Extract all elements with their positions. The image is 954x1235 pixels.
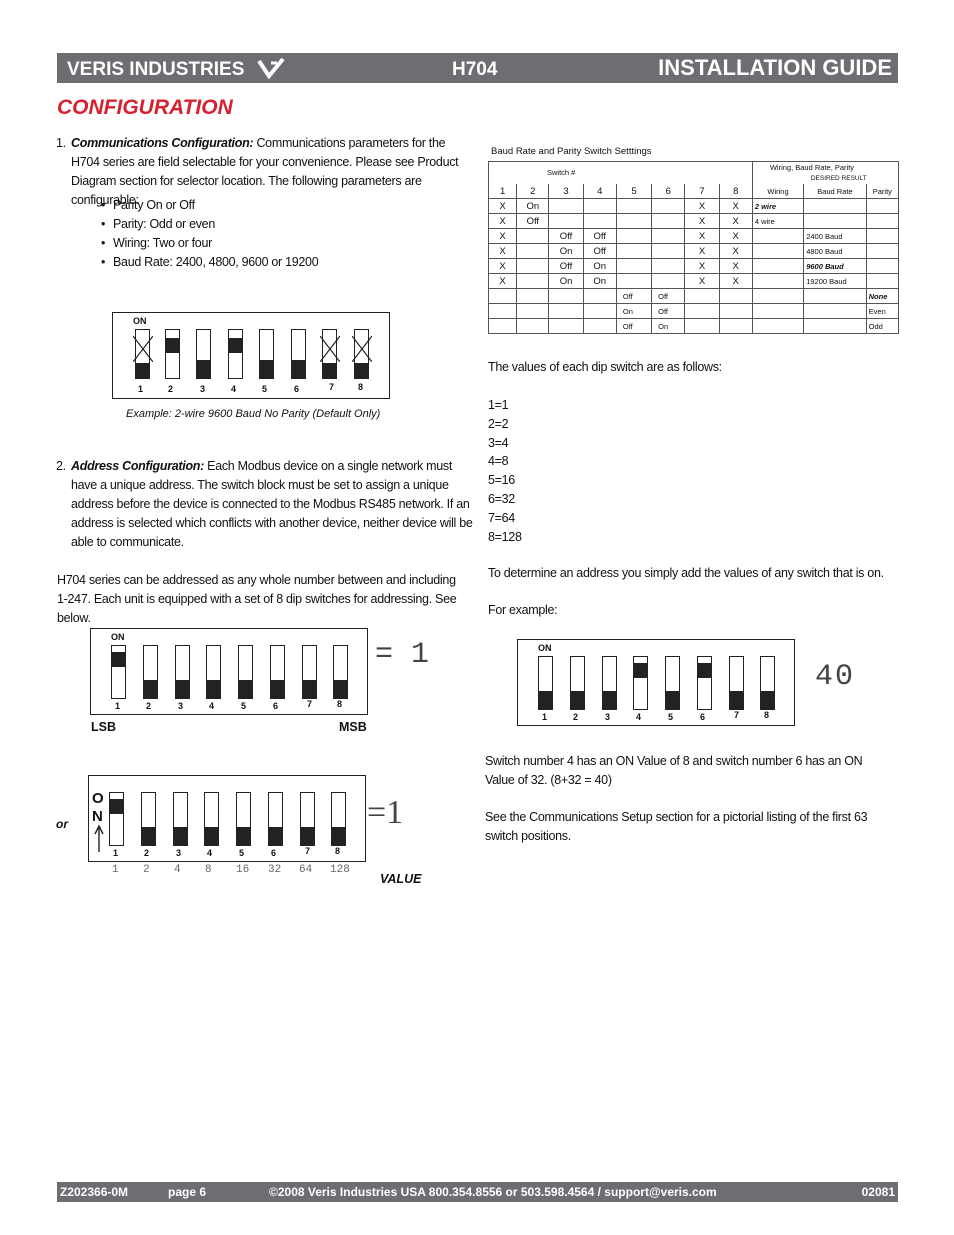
switch-number: 1 — [113, 848, 119, 858]
item2-title: Address Configuration: — [71, 459, 204, 473]
switch-number: 3 — [200, 384, 206, 394]
switch-number: 2 — [168, 384, 174, 394]
dip-switch-4 — [204, 792, 219, 846]
dip-switch-2 — [570, 656, 585, 710]
dip-switch-5 — [665, 656, 680, 710]
table-cell: 4 wire — [752, 214, 803, 229]
list-item: 1=1 — [488, 398, 509, 412]
table-cell — [752, 289, 803, 304]
dip-switch-7 — [322, 329, 337, 379]
table-cell: Off — [583, 229, 616, 244]
baud-parity-table — [488, 161, 899, 334]
table-cell — [517, 229, 549, 244]
item1-number: 1. — [56, 136, 66, 150]
table-cell — [866, 199, 898, 214]
doc-number: Z202366-0M — [60, 1185, 129, 1199]
table-cell: X — [719, 199, 752, 214]
address-paragraph: H704 series can be addressed as any whole number between and including 1-247. Each unit is equipped with a set of 8 dip switches for addressing. See below. — [57, 573, 457, 625]
cross-icon — [320, 336, 340, 362]
table-cell: Even — [866, 304, 898, 319]
table-cell — [549, 214, 583, 229]
switch-number: 2 — [146, 701, 152, 711]
on-label: ON — [133, 316, 147, 326]
table-header: Parity — [866, 184, 898, 199]
table-cell — [517, 244, 549, 259]
table-cell: None — [866, 289, 898, 304]
table-cell — [685, 289, 719, 304]
dip-switch-8 — [333, 645, 348, 699]
table-cell — [685, 304, 719, 319]
switch-number: 1 — [138, 384, 144, 394]
switch-number: 3 — [178, 701, 184, 711]
msb-label: MSB — [339, 720, 367, 734]
switch-number: 4 — [209, 701, 215, 711]
table-row — [489, 289, 899, 304]
table-cell — [583, 319, 616, 334]
switch-number: 8 — [358, 382, 364, 392]
table-cell — [517, 259, 549, 274]
example-result: 40 — [815, 660, 856, 694]
table-header-row — [489, 162, 899, 185]
dip-switch-6 — [291, 329, 306, 379]
equals-one: = 1 — [375, 638, 430, 672]
dip-switch-7 — [302, 645, 317, 699]
table-cell: On — [652, 319, 685, 334]
list-item: 2=2 — [488, 416, 509, 431]
switch-number: 8 — [764, 710, 770, 720]
switch-number: 2 — [573, 712, 579, 722]
table-header: 8 — [719, 184, 752, 199]
switch-number: 4 — [207, 848, 213, 858]
table-cell: X — [719, 259, 752, 274]
table-row — [489, 214, 899, 229]
header-bar — [57, 53, 898, 83]
on-label: ON — [538, 643, 552, 653]
dip-switch-5 — [259, 329, 274, 379]
table-cell: 2 wire — [752, 199, 803, 214]
dip-switch-4 — [206, 645, 221, 699]
table-cell: X — [489, 274, 517, 289]
table-cell — [652, 229, 685, 244]
baud-table-wrap — [488, 161, 899, 334]
switch-number: 2 — [144, 848, 150, 858]
table-header: 2 — [517, 184, 549, 199]
list-item: • Wiring: Two or four — [101, 234, 318, 253]
dip-switch-3 — [175, 645, 190, 699]
table-cell — [866, 214, 898, 229]
table-cell: On — [616, 304, 651, 319]
table-cell — [616, 199, 651, 214]
value-label: VALUE — [380, 872, 422, 886]
table-row — [489, 319, 899, 334]
table-cell: Off — [517, 214, 549, 229]
table-cell — [652, 274, 685, 289]
switch-number: 5 — [239, 848, 245, 858]
table-cell: X — [489, 199, 517, 214]
table-cell: X — [489, 229, 517, 244]
table-cell: 4800 Baud — [804, 244, 866, 259]
table-cell: Off — [652, 304, 685, 319]
table-cell: 9600 Baud — [804, 259, 866, 274]
on-vertical-n: N — [92, 808, 103, 825]
table-cell — [549, 199, 583, 214]
table-cell: Off — [549, 259, 583, 274]
table-header: 4 — [583, 184, 616, 199]
switch-value: 16 — [236, 864, 250, 876]
table-cell — [489, 304, 517, 319]
table-cell: On — [583, 274, 616, 289]
table-subheader-row — [489, 184, 899, 199]
table-row — [489, 259, 899, 274]
switch-number: 8 — [335, 846, 341, 856]
desired-header: DESIRED RESULT — [810, 175, 867, 182]
table-cell — [719, 289, 752, 304]
for-example: For example: — [488, 603, 558, 617]
list-item: • Parity: Odd or even — [101, 215, 318, 234]
table-cell — [616, 229, 651, 244]
switch-number: 1 — [542, 712, 548, 722]
or-label: or — [56, 817, 68, 831]
dip-switch-6 — [270, 645, 285, 699]
table-cell: X — [685, 274, 719, 289]
switch-number: 4 — [636, 712, 642, 722]
table-header: Baud Rate — [804, 184, 866, 199]
table-cell — [685, 319, 719, 334]
company-name: VERIS INDUSTRIES — [67, 59, 245, 80]
dip-switch-3 — [173, 792, 188, 846]
table-header: 1 — [489, 184, 517, 199]
item2-paragraph — [56, 457, 476, 552]
table-cell: X — [489, 214, 517, 229]
switch-value: 64 — [299, 864, 313, 876]
footer-bar — [57, 1182, 898, 1202]
table-cell — [752, 244, 803, 259]
switch-number: 1 — [115, 701, 121, 711]
table-cell — [719, 319, 752, 334]
table-cell — [652, 214, 685, 229]
table-row — [489, 274, 899, 289]
table-cell — [866, 229, 898, 244]
table-cell: Off — [549, 229, 583, 244]
table-cell — [517, 304, 549, 319]
dip-switch-1 — [109, 792, 124, 846]
switch-number: 8 — [337, 699, 343, 709]
on-label: ON — [111, 632, 125, 642]
table-cell: On — [549, 244, 583, 259]
table-cell: X — [685, 214, 719, 229]
list-item: 7=64 — [488, 510, 515, 525]
table-header: 3 — [549, 184, 583, 199]
table-caption: Baud Rate and Parity Switch Setttings — [491, 146, 652, 157]
item1-title: Communications Configuration: — [71, 136, 254, 150]
dip-switch-2 — [141, 792, 156, 846]
switch-number: 7 — [329, 382, 335, 392]
table-cell — [549, 319, 583, 334]
switch-header: Switch # — [547, 168, 576, 177]
cross-icon — [352, 336, 372, 362]
switch-number: 6 — [271, 848, 277, 858]
table-cell: On — [517, 199, 549, 214]
value-list — [488, 396, 522, 546]
table-cell — [804, 214, 866, 229]
dip-switch-8 — [354, 329, 369, 379]
table-cell: X — [685, 244, 719, 259]
switch-value: 128 — [330, 864, 350, 876]
see-comm-text: See the Communications Setup section for a pictorial listing of the first 63 switch positions. — [485, 810, 868, 843]
switch-value: 8 — [205, 864, 212, 876]
dip-switch-3 — [602, 656, 617, 710]
table-row — [489, 199, 899, 214]
table-header: 5 — [616, 184, 651, 199]
switch-number: 5 — [668, 712, 674, 722]
table-row — [489, 229, 899, 244]
table-cell: X — [719, 229, 752, 244]
table-cell: Off — [583, 244, 616, 259]
table-cell — [652, 259, 685, 274]
table-cell — [517, 274, 549, 289]
item2-number: 2. — [56, 459, 66, 473]
item1-text: Communications parameters for the H704 series are field selectable for your convenience. Please see Product Diagram section for selector location. The following parameters are configurable: — [71, 136, 459, 207]
up-arrow-icon — [93, 824, 105, 854]
table-cell — [616, 274, 651, 289]
parameter-list — [101, 196, 318, 272]
table-cell — [752, 274, 803, 289]
dip-switch-3 — [196, 329, 211, 379]
table-cell — [652, 244, 685, 259]
switch-number: 6 — [294, 384, 300, 394]
switch-number: 7 — [307, 699, 313, 709]
dip-switch-6 — [268, 792, 283, 846]
switch-number: 6 — [700, 712, 706, 722]
page-number: page 6 — [168, 1185, 207, 1199]
table-row — [489, 304, 899, 319]
table-cell: Odd — [866, 319, 898, 334]
table-cell — [616, 244, 651, 259]
switch-value: 1 — [112, 864, 119, 876]
determine-text: To determine an address you simply add the values of any switch that is on. — [488, 566, 884, 580]
table-cell: X — [685, 259, 719, 274]
guide-title: INSTALLATION GUIDE — [658, 55, 892, 80]
dip-switch-8 — [760, 656, 775, 710]
switch-note: Switch number 4 has an ON Value of 8 and switch number 6 has an ON Value of 32. (8+32 = 40) — [485, 754, 863, 787]
table-cell — [583, 304, 616, 319]
table-cell: X — [719, 214, 752, 229]
dip-switch-7 — [729, 656, 744, 710]
table-cell: X — [489, 259, 517, 274]
switch-number: 7 — [305, 846, 311, 856]
lsb-label: LSB — [91, 720, 116, 734]
dip-switch-1 — [538, 656, 553, 710]
example-dip-diagram — [517, 639, 795, 726]
dip-switch-7 — [300, 792, 315, 846]
dip-switch-4 — [633, 656, 648, 710]
table-cell: Off — [616, 289, 651, 304]
dip-switch-5 — [236, 792, 251, 846]
table-cell — [866, 244, 898, 259]
table-cell: Off — [616, 319, 651, 334]
table-cell — [804, 304, 866, 319]
switch-number: 3 — [605, 712, 611, 722]
table-cell — [752, 304, 803, 319]
on-vertical-o: O — [92, 790, 104, 807]
dip-switch-1 — [135, 329, 150, 379]
contact-info: ©2008 Veris Industries USA 800.354.8556 or 503.598.4564 / support@veris.com — [269, 1185, 717, 1199]
table-cell — [489, 319, 517, 334]
switch-value: 32 — [268, 864, 282, 876]
table-cell: Off — [652, 289, 685, 304]
table-header: Wiring — [752, 184, 803, 199]
table-cell — [517, 319, 549, 334]
table-cell — [616, 259, 651, 274]
table-cell — [866, 274, 898, 289]
list-item: 8=128 — [488, 529, 522, 544]
cross-icon — [133, 336, 153, 362]
table-cell: X — [719, 244, 752, 259]
table-header: 6 — [652, 184, 685, 199]
table-cell — [616, 214, 651, 229]
switch-number: 5 — [262, 384, 268, 394]
list-item: 3=4 — [488, 435, 509, 450]
table-cell — [804, 289, 866, 304]
table-cell — [804, 319, 866, 334]
values-intro: The values of each dip switch are as follows: — [488, 360, 722, 374]
table-cell — [583, 214, 616, 229]
table-header: 7 — [685, 184, 719, 199]
table-cell — [752, 259, 803, 274]
list-item: 4=8 — [488, 454, 509, 469]
result-header: Wiring, Baud Rate, Parity — [769, 163, 855, 172]
table-cell — [517, 289, 549, 304]
table-cell — [549, 289, 583, 304]
switch-value: 2 — [143, 864, 150, 876]
address-dip-diagram-alt — [88, 775, 366, 862]
switch-number: 3 — [176, 848, 182, 858]
dip-switch-8 — [331, 792, 346, 846]
dip-switch-2 — [165, 329, 180, 379]
switch-number: 5 — [241, 701, 247, 711]
table-cell: On — [549, 274, 583, 289]
table-cell: On — [583, 259, 616, 274]
list-item: 6=32 — [488, 491, 515, 506]
switch-number: 6 — [273, 701, 279, 711]
table-cell — [549, 304, 583, 319]
table-cell: X — [489, 244, 517, 259]
table-cell: X — [685, 229, 719, 244]
product-name: H704 — [452, 59, 498, 80]
dip-switch-1 — [111, 645, 126, 699]
table-cell — [583, 199, 616, 214]
switch-number: 7 — [734, 710, 740, 720]
footer-code: 02081 — [861, 1185, 895, 1199]
table-cell — [804, 199, 866, 214]
example-caption: Example: 2-wire 9600 Baud No Parity (Default Only) — [126, 408, 381, 420]
dip-switch-6 — [697, 656, 712, 710]
table-cell: 2400 Baud — [804, 229, 866, 244]
equals-one-alt: =1 — [367, 794, 404, 831]
table-row — [489, 244, 899, 259]
table-cell — [583, 289, 616, 304]
table-cell: X — [719, 274, 752, 289]
table-cell — [866, 259, 898, 274]
dip-switch-5 — [238, 645, 253, 699]
table-cell: X — [685, 199, 719, 214]
table-cell: 19200 Baud — [804, 274, 866, 289]
table-cell — [719, 304, 752, 319]
list-item: • Parity On or Off — [101, 196, 318, 215]
dip-switch-4 — [228, 329, 243, 379]
table-cell — [489, 289, 517, 304]
table-cell — [752, 319, 803, 334]
switch-number: 4 — [231, 384, 237, 394]
veris-logo-icon — [257, 57, 287, 79]
switch-value: 4 — [174, 864, 181, 876]
address-dip-diagram — [90, 628, 368, 715]
section-title: CONFIGURATION — [57, 96, 233, 119]
table-cell — [752, 229, 803, 244]
item2-text: Each Modbus device on a single network must have a unique address. The switch block must be set to assign a unique address before the device is connected to the Modbus RS485 network. If an address is selected which conflicts with another device, neither device will be able to communicate. — [71, 459, 473, 549]
list-item: 5=16 — [488, 473, 515, 488]
dip-switch-2 — [143, 645, 158, 699]
table-cell — [652, 199, 685, 214]
list-item: • Baud Rate: 2400, 4800, 9600 or 19200 — [101, 253, 318, 272]
comm-dip-diagram — [112, 312, 390, 399]
